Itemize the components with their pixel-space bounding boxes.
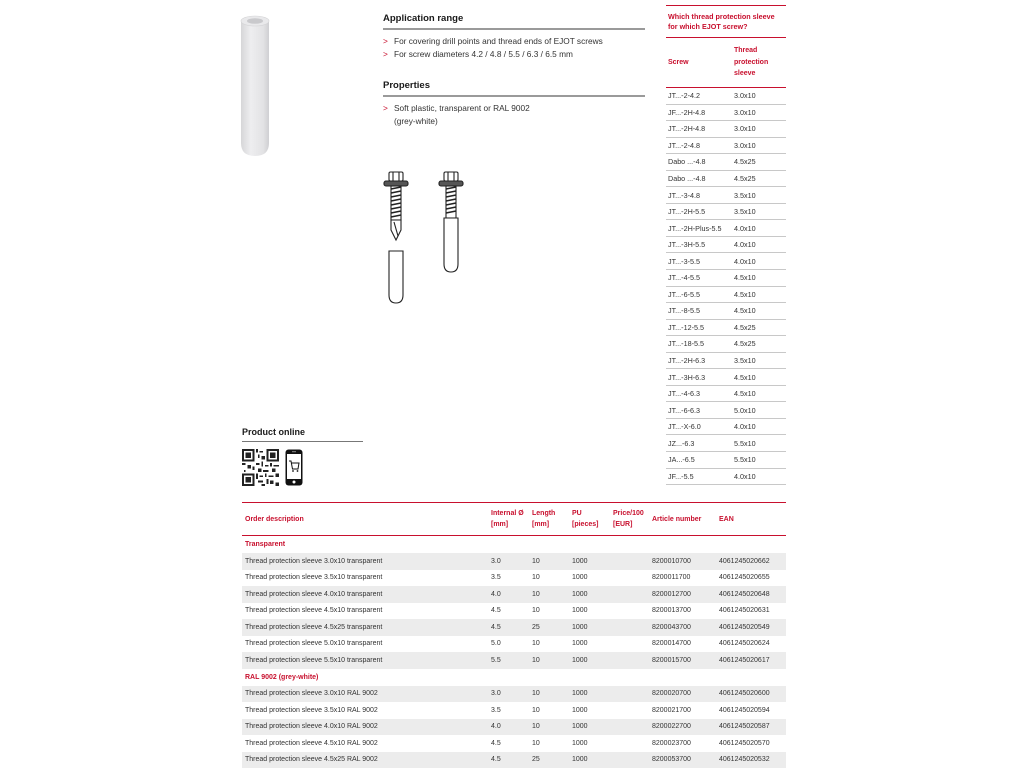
compatibility-row	[666, 287, 786, 304]
sleeve-size: 4.5x25	[734, 174, 756, 183]
sleeve-size: 5.5x10	[734, 455, 756, 465]
screw-type: JT...-3H-6.3	[668, 372, 706, 382]
header-order-description: Order description	[245, 515, 304, 523]
length: 10	[532, 739, 540, 747]
screw-type: JT...-6-5.5	[668, 289, 700, 299]
sleeve-size: 4.0x10	[734, 240, 756, 250]
smartphone-cart-icon[interactable]	[285, 449, 303, 486]
header-length: Length [mm]	[532, 510, 556, 528]
internal-diameter: 4.5	[491, 623, 501, 631]
compatibility-row	[666, 402, 786, 419]
internal-diameter: 4.5	[491, 739, 501, 747]
screw-type: JT...-8-5.5	[668, 306, 700, 316]
header-internal-diameter: Internal Ø [mm]	[491, 510, 524, 528]
ean: 4061245020594	[719, 706, 770, 714]
screw-type: JT...-2H-5.5	[668, 207, 706, 217]
length: 10	[532, 574, 540, 582]
article-number: 8200012700	[652, 590, 691, 598]
order-description: Thread protection sleeve 3.0x10 transparent	[245, 557, 383, 565]
header-article-number: Article number	[652, 515, 702, 523]
screw-type: JT...-12-5.5	[668, 322, 704, 332]
sleeve-size: 3.0x10	[734, 140, 756, 150]
screw-type: JA...-6.5	[668, 455, 695, 465]
order-description: Thread protection sleeve 4.5x25 RAL 9002	[245, 756, 378, 764]
order-row	[242, 636, 786, 653]
article-number: 8200011700	[652, 574, 691, 582]
compatibility-table-title: Which thread protection sleeve for which EJOT screw?	[666, 5, 786, 38]
properties-section	[383, 80, 645, 128]
properties-item: > Soft plastic, transparent or RAL 9002	[383, 103, 530, 113]
order-row	[242, 603, 786, 620]
application-range-item: > For covering drill points and thread ends of EJOT screws	[383, 36, 603, 46]
order-description: Thread protection sleeve 5.0x10 transparent	[245, 640, 383, 648]
internal-diameter: 5.5	[491, 656, 501, 664]
chevron-right-icon: >	[383, 36, 388, 46]
ean: 4061245020624	[719, 640, 770, 648]
screw-type: Dabo ...-4.8	[668, 157, 706, 167]
properties-heading: Properties	[383, 80, 645, 97]
article-number: 8200010700	[652, 557, 691, 565]
compatibility-table	[666, 5, 786, 485]
screw-type: JT...-6-6.3	[668, 405, 700, 415]
length: 10	[532, 706, 540, 714]
screw-type: JT...-3H-5.5	[668, 240, 706, 250]
compatibility-row	[666, 138, 786, 155]
ean: 4061245020648	[719, 590, 770, 598]
compatibility-row	[666, 105, 786, 122]
sleeve-size: 3.0x10	[734, 107, 756, 117]
compatibility-row	[666, 435, 786, 452]
order-row	[242, 553, 786, 570]
order-table	[242, 502, 786, 768]
ean: 4061245020570	[719, 739, 770, 747]
sleeve-size: 3.5x10	[734, 356, 756, 366]
order-description: Thread protection sleeve 4.0x10 transparent	[245, 590, 383, 598]
compatibility-row	[666, 320, 786, 337]
compatibility-row	[666, 270, 786, 287]
product-sleeve-image	[240, 15, 270, 157]
header-sleeve: Thread protection sleeve	[734, 47, 769, 78]
screw-type: JF...-2H-4.8	[668, 107, 706, 117]
length: 10	[532, 640, 540, 648]
order-description: Thread protection sleeve 3.5x10 RAL 9002	[245, 706, 378, 714]
sleeve-icon	[389, 251, 403, 303]
order-group-heading: Transparent	[245, 541, 286, 548]
sleeve-size: 4.0x10	[734, 422, 756, 432]
order-group-heading: RAL 9002 (grey-white)	[245, 673, 319, 681]
screw-icon	[439, 172, 463, 218]
internal-diameter: 3.0	[491, 557, 501, 565]
sleeve-icon	[444, 218, 458, 272]
length: 10	[532, 723, 540, 731]
packaging-unit: 1000	[572, 656, 588, 664]
packaging-unit: 1000	[572, 640, 588, 648]
order-row	[242, 752, 786, 768]
sleeve-size: 4.5x10	[734, 273, 756, 283]
packaging-unit: 1000	[572, 756, 588, 764]
sleeve-size: 4.5x25	[734, 157, 756, 167]
internal-diameter: 4.5	[491, 607, 501, 615]
packaging-unit: 1000	[572, 690, 588, 698]
packaging-unit: 1000	[572, 574, 588, 582]
properties-item-continuation: (grey-white)	[394, 116, 438, 126]
compatibility-row	[666, 88, 786, 105]
screw-type: JT...-18-5.5	[668, 339, 704, 349]
packaging-unit: 1000	[572, 706, 588, 714]
sleeve-size: 4.0x10	[734, 223, 756, 233]
internal-diameter: 5.0	[491, 640, 501, 648]
sleeve-size: 4.5x10	[734, 389, 756, 399]
order-row	[242, 702, 786, 719]
sleeve-size: 3.5x10	[734, 190, 756, 200]
screw-type: JT...-4-5.5	[668, 273, 700, 283]
compatibility-row	[666, 220, 786, 237]
screw-icon	[384, 172, 408, 240]
application-range-section	[383, 13, 645, 61]
header-price: Price/100 [EUR]	[613, 510, 644, 528]
article-number: 8200013700	[652, 607, 691, 615]
order-row	[242, 735, 786, 752]
screw-type: JT...-2H-Plus-5.5	[668, 223, 722, 233]
compatibility-row	[666, 253, 786, 270]
length: 10	[532, 607, 540, 615]
order-row	[242, 619, 786, 636]
compatibility-row	[666, 187, 786, 204]
article-number: 8200053700	[652, 756, 691, 764]
internal-diameter: 4.5	[491, 756, 501, 764]
article-number: 8200020700	[652, 690, 691, 698]
screw-type: JT...-2H-4.8	[668, 124, 706, 134]
sleeve-size: 4.5x25	[734, 322, 756, 332]
sleeve-size: 4.5x10	[734, 289, 756, 299]
packaging-unit: 1000	[572, 557, 588, 565]
article-number: 8200043700	[652, 623, 691, 631]
length: 25	[532, 756, 540, 764]
order-description: Thread protection sleeve 3.5x10 transparent	[245, 574, 383, 582]
screw-type: JT...-X-6.0	[668, 422, 701, 432]
length: 10	[532, 656, 540, 664]
header-ean: EAN	[719, 515, 734, 523]
packaging-unit: 1000	[572, 739, 588, 747]
header-screw: Screw	[668, 58, 689, 66]
ean: 4061245020662	[719, 557, 770, 565]
screw-type: JT...-2-4.8	[668, 140, 700, 150]
compatibility-row	[666, 303, 786, 320]
ean: 4061245020549	[719, 623, 770, 631]
order-description: Thread protection sleeve 4.5x10 transparent	[245, 607, 383, 615]
screw-type: JT...-3-5.5	[668, 256, 700, 266]
screw-type: JT...-4-6.3	[668, 389, 700, 399]
compatibility-row	[666, 171, 786, 188]
compatibility-row	[666, 353, 786, 370]
packaging-unit: 1000	[572, 623, 588, 631]
length: 25	[532, 623, 540, 631]
order-description: Thread protection sleeve 4.5x25 transparent	[245, 623, 383, 631]
sleeve-size: 3.0x10	[734, 91, 756, 101]
compatibility-row	[666, 369, 786, 386]
screw-type: Dabo ...-4.8	[668, 174, 706, 183]
sleeve-size: 4.0x10	[734, 256, 756, 266]
article-number: 8200014700	[652, 640, 691, 648]
screw-with-sleeve-illustration	[380, 168, 480, 308]
compatibility-table-header	[666, 38, 786, 88]
order-row	[242, 686, 786, 703]
screw-type: JT...-2H-6.3	[668, 356, 706, 366]
screw-type: JT...-2-4.2	[668, 91, 700, 101]
internal-diameter: 3.5	[491, 574, 501, 582]
sleeve-size: 4.5x10	[734, 306, 756, 316]
compatibility-row	[666, 386, 786, 403]
length: 10	[532, 557, 540, 565]
sleeve-size: 4.5x25	[734, 339, 756, 349]
header-packaging-unit: PU [pieces]	[572, 510, 599, 528]
screw-type: JT...-3-4.8	[668, 190, 700, 200]
compatibility-row	[666, 469, 786, 486]
screw-type: JZ...-6.3	[668, 438, 695, 448]
ean: 4061245020655	[719, 574, 770, 582]
order-description: Thread protection sleeve 4.0x10 RAL 9002	[245, 723, 378, 731]
screw-type: JF...-5.5	[668, 471, 694, 481]
internal-diameter: 4.0	[491, 590, 501, 598]
order-row	[242, 652, 786, 669]
article-number: 8200015700	[652, 656, 691, 664]
chevron-right-icon: >	[383, 49, 388, 59]
ean: 4061245020600	[719, 690, 770, 698]
compatibility-row	[666, 237, 786, 254]
application-range-item: > For screw diameters 4.2 / 4.8 / 5.5 / 6.3 / 6.5 mm	[383, 49, 573, 59]
product-online-heading: Product online	[242, 427, 363, 442]
sleeve-size: 3.5x10	[734, 207, 756, 217]
compatibility-row	[666, 121, 786, 138]
length: 10	[532, 590, 540, 598]
packaging-unit: 1000	[572, 590, 588, 598]
sleeve-size: 5.5x10	[734, 438, 756, 448]
order-description: Thread protection sleeve 3.0x10 RAL 9002	[245, 690, 378, 698]
length: 10	[532, 690, 540, 698]
ean: 4061245020587	[719, 723, 770, 731]
compatibility-row	[666, 419, 786, 436]
article-number: 8200021700	[652, 706, 691, 714]
order-table-header	[242, 502, 786, 536]
sleeve-size: 4.5x10	[734, 372, 756, 382]
compatibility-row	[666, 336, 786, 353]
compatibility-row	[666, 452, 786, 469]
article-number: 8200023700	[652, 739, 691, 747]
order-description: Thread protection sleeve 5.5x10 transparent	[245, 656, 383, 664]
ean: 4061245020532	[719, 756, 770, 764]
chevron-right-icon: >	[383, 103, 388, 113]
qr-code-icon[interactable]	[242, 449, 279, 486]
compatibility-row	[666, 204, 786, 221]
product-online-section	[242, 427, 363, 486]
packaging-unit: 1000	[572, 723, 588, 731]
sleeve-size: 4.0x10	[734, 471, 756, 481]
order-description: Thread protection sleeve 4.5x10 RAL 9002	[245, 739, 378, 747]
sleeve-size: 3.0x10	[734, 124, 756, 134]
ean: 4061245020631	[719, 607, 770, 615]
ean: 4061245020617	[719, 656, 770, 664]
application-range-heading: Application range	[383, 13, 645, 30]
compatibility-row	[666, 154, 786, 171]
order-row	[242, 586, 786, 603]
order-row	[242, 719, 786, 736]
packaging-unit: 1000	[572, 607, 588, 615]
internal-diameter: 3.5	[491, 706, 501, 714]
sleeve-size: 5.0x10	[734, 405, 756, 415]
order-row	[242, 570, 786, 587]
article-number: 8200022700	[652, 723, 691, 731]
internal-diameter: 4.0	[491, 723, 501, 731]
internal-diameter: 3.0	[491, 690, 501, 698]
